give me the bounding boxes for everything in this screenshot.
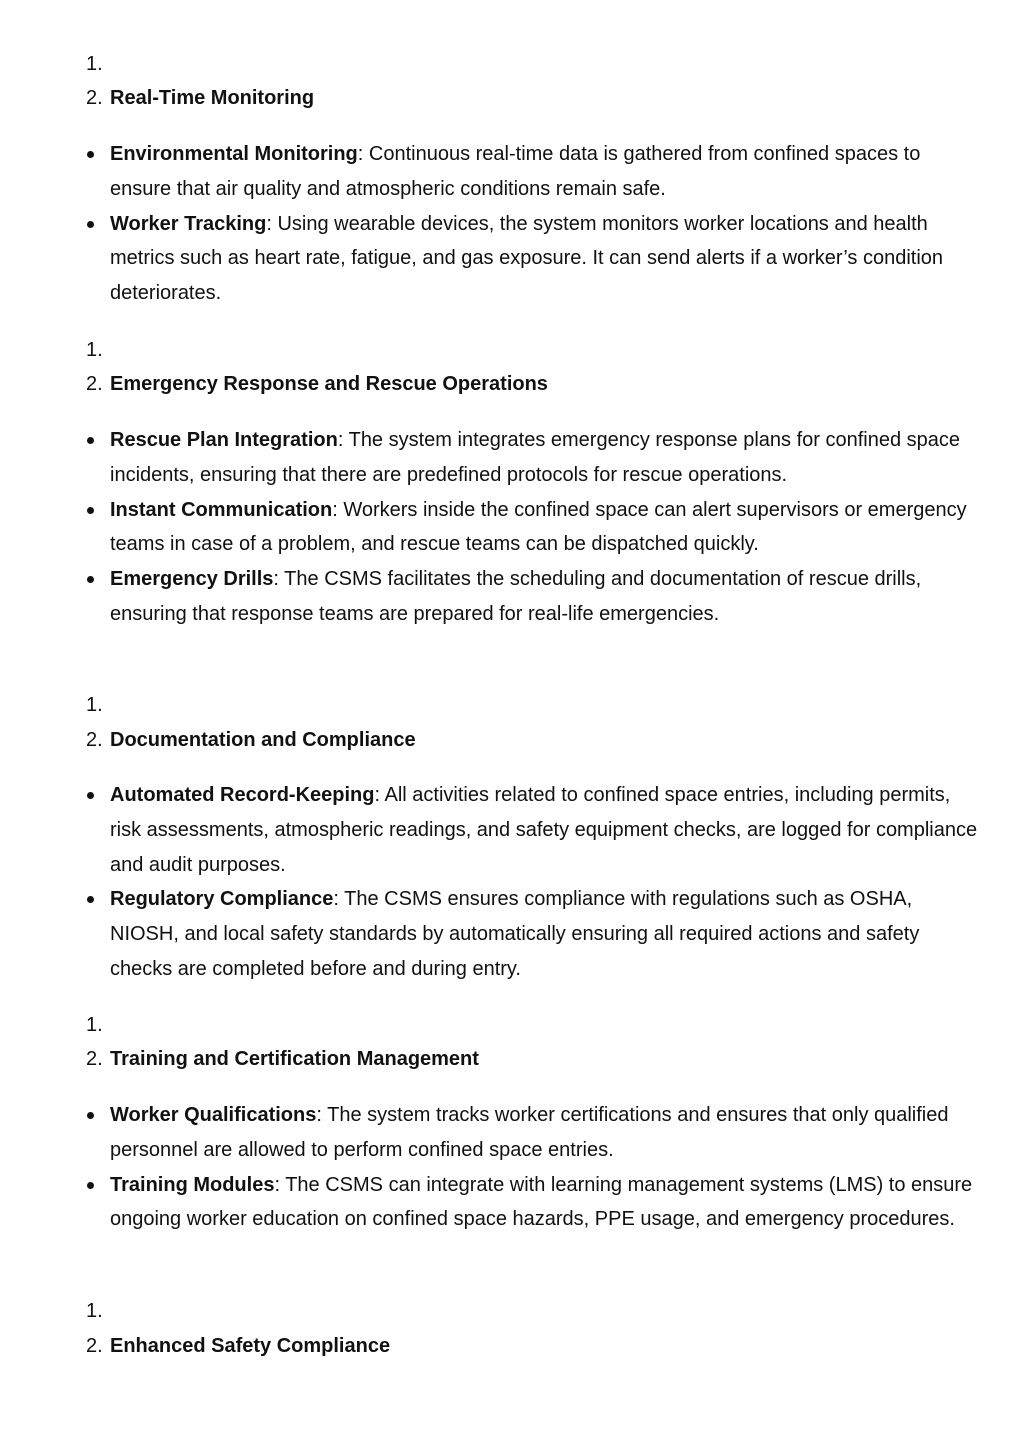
list-number: 2. [86,1335,103,1357]
list-number: 1. [86,1300,103,1322]
item-text: : The CSMS facilitates the scheduling and documentation of rescue drills, ensuring that response teams are prepared for real-life emergencies. [110,568,922,625]
list-number: 2. [86,729,103,751]
item-text: : The CSMS ensures compliance with regulations such as OSHA, NIOSH, and local safety standards by automatically ensuring all required actions and safety checks are completed before and during entry. [110,888,920,980]
list-number: 2. [86,87,103,109]
item-text: : Continuous real-time data is gathered from confined spaces to ensure that air quality and atmospheric conditions remain safe. [110,143,921,200]
bullet-list [110,1098,980,1237]
item-term: Environmental Monitoring [110,143,358,165]
list-marker-empty [86,1013,110,1037]
bullet-list [110,423,980,632]
item-term: Worker Qualifications [110,1104,317,1126]
bullet-dot [87,437,94,444]
section-heading: Training and Certification Management [110,1048,479,1070]
item-term: Regulatory Compliance [110,888,334,911]
section-heading-line [86,372,548,396]
bullet-dot [87,151,94,158]
item-term: Rescue Plan Integration [110,429,338,451]
list-marker-empty [86,338,110,362]
section-heading-line [86,1334,390,1358]
item-text: : Workers inside the confined space can alert supervisors or emergency teams in case of a problem, and rescue teams can be dispatched quickly. [110,498,967,556]
bullet-list [110,778,980,987]
section-heading: Emergency Response and Rescue Operations [110,373,548,395]
list-item [110,137,980,207]
item-text: : All activities related to confined space entries, including permits, risk assessments, atmospheric readings, and safety equipment checks, are logged for compliance and audit purposes. [110,784,978,876]
bullet-dot [87,896,94,903]
item-text: : The system integrates emergency response plans for confined space incidents, ensuring that there are predefined protocols for rescue operations. [110,429,961,486]
item-text: : The system tracks worker certifications and ensures that only qualified personnel are allowed to perform confined space entries. [110,1104,949,1161]
list-item [110,562,980,632]
list-number: 1. [86,53,103,75]
list-number: 1. [86,694,103,716]
item-term: Training Modules [110,1173,275,1196]
list-item [110,1168,980,1238]
bullet-dot [87,792,94,799]
list-number: 1. [86,1014,103,1036]
bullet-dot [87,1182,94,1189]
bullet-list [110,137,980,311]
item-term: Emergency Drills [110,568,274,591]
list-item [110,423,980,493]
section-heading-line [86,1047,479,1071]
item-text: : The CSMS can integrate with learning management systems (LMS) to ensure ongoing worker education on confined space hazards, PPE usage, and emergency procedures. [110,1173,973,1231]
bullet-dot [87,1112,94,1119]
list-item [110,778,980,882]
list-number: 2. [86,373,103,395]
list-item [110,882,980,986]
list-item [110,1098,980,1168]
list-marker-empty [86,693,110,717]
section-heading-line [86,86,314,110]
list-marker-empty [86,1299,110,1323]
section-heading: Real-Time Monitoring [110,87,315,109]
section-heading: Enhanced Safety Compliance [110,1335,391,1357]
list-item [110,207,980,311]
list-number: 2. [86,1048,103,1070]
item-text: : Using wearable devices, the system monitors worker locations and health metrics such as heart rate, fatigue, and gas exposure. It can send alerts if a worker’s condition deteriorates. [110,212,944,305]
item-term: Instant Communication [110,498,333,521]
list-item [110,493,980,563]
list-marker-empty [86,52,110,76]
bullet-dot [87,576,94,583]
item-term: Automated Record-Keeping [110,784,375,806]
section-heading: Documentation and Compliance [110,729,416,751]
bullet-dot [87,221,94,228]
bullet-dot [87,507,94,514]
item-term: Worker Tracking [110,212,267,235]
list-number: 1. [86,339,103,361]
section-heading-line [86,728,416,752]
